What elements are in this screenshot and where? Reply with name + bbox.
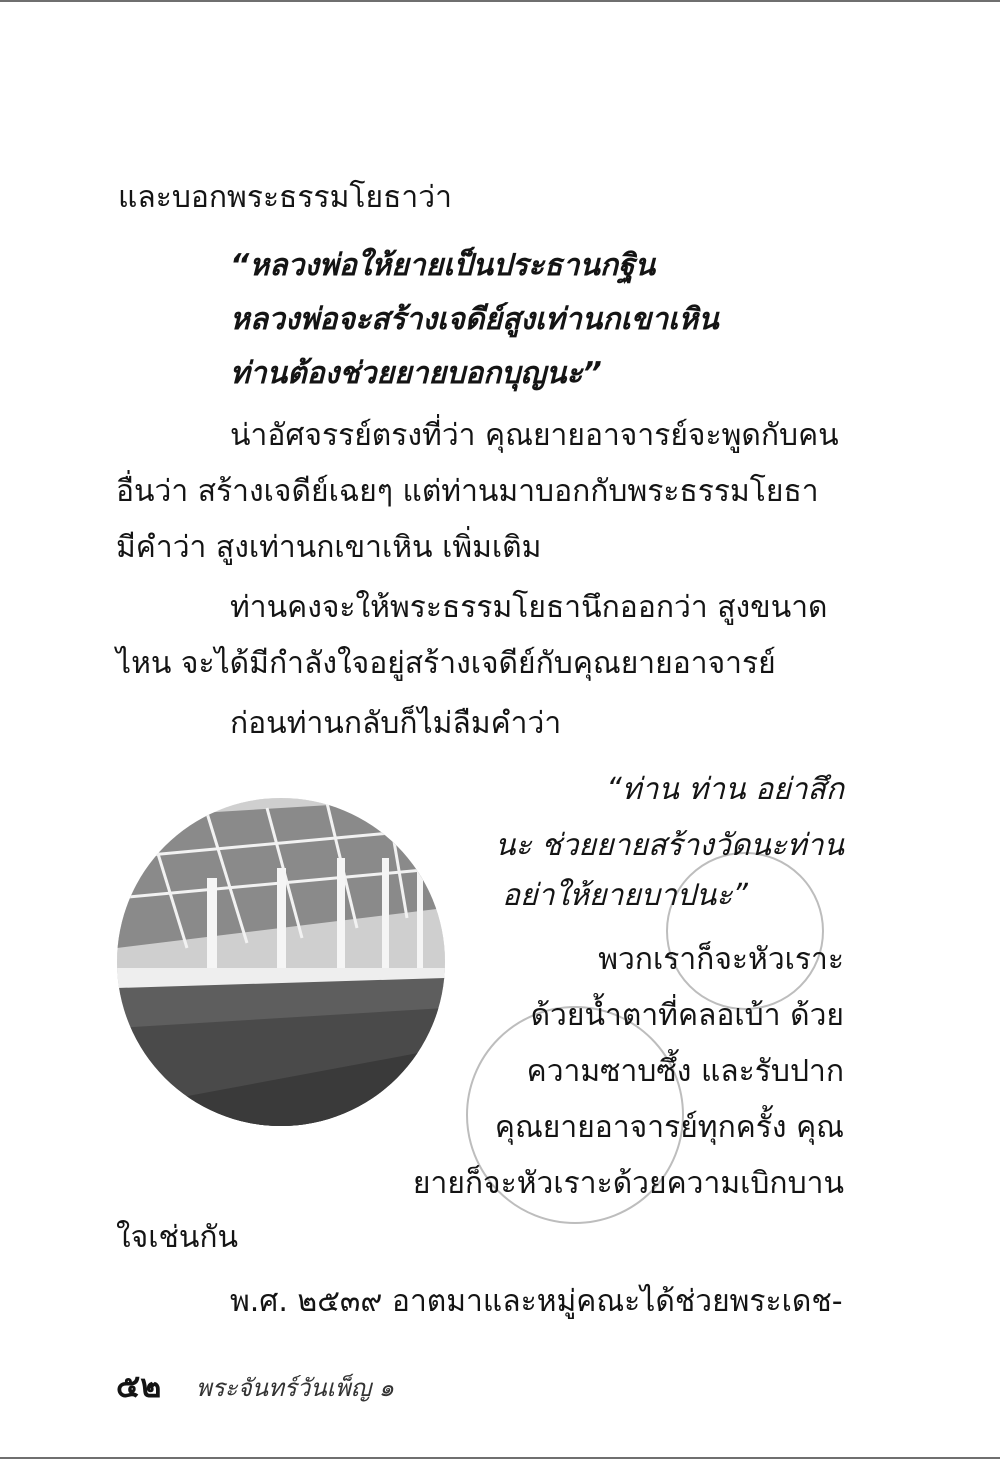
text-line: อื่นว่า สร้างเจดีย์เฉยๆ แต่ท่านมาบอกกับพระธรรมโยธา bbox=[116, 474, 819, 509]
text-line: ความซาบซึ้ง และรับปาก bbox=[526, 1054, 844, 1089]
text-line: น่าอัศจรรย์ตรงที่ว่า คุณยายอาจารย์จะพูดกับคน bbox=[230, 418, 839, 453]
text-line: ไหน จะได้มีกำลังใจอยู่สร้างเจดีย์กับคุณยายอาจารย์ bbox=[116, 646, 776, 681]
quote-line: นะ ช่วยยายสร้างวัดนะท่าน bbox=[495, 828, 844, 863]
top-rule bbox=[0, 0, 1000, 2]
quote-line: “ท่าน ท่าน อย่าสึก bbox=[606, 772, 844, 807]
text-line: พ.ศ. ๒๕๓๙ อาตมาและหมู่คณะได้ช่วยพระเดช- bbox=[230, 1284, 843, 1319]
quote-line: ท่านต้องช่วยยายบอกบุญนะ” bbox=[230, 356, 602, 391]
construction-photo bbox=[117, 798, 445, 1126]
text-line: และบอกพระธรรมโยธาว่า bbox=[118, 180, 452, 215]
text-line: คุณยายอาจารย์ทุกครั้ง คุณ bbox=[494, 1110, 844, 1145]
page-number: ๕๒ bbox=[116, 1367, 162, 1405]
bottom-rule bbox=[0, 1457, 1000, 1459]
book-title: พระจันทร์วันเพ็ญ ๑ bbox=[196, 1374, 394, 1402]
quote-line: หลวงพ่อจะสร้างเจดีย์สูงเท่านกเขาเหิน bbox=[230, 302, 719, 337]
text-line: ใจเช่นกัน bbox=[116, 1220, 239, 1255]
text-line: มีคำว่า สูงเท่านกเขาเหิน เพิ่มเติม bbox=[116, 530, 542, 565]
text-line: ก่อนท่านกลับก็ไม่ลืมคำว่า bbox=[230, 706, 562, 741]
text-line: พวกเราก็จะหัวเราะ bbox=[598, 942, 844, 977]
text-line: ท่านคงจะให้พระธรรมโยธานึกออกว่า สูงขนาด bbox=[230, 590, 828, 625]
quote-line: “หลวงพ่อให้ยายเป็นประธานกฐิน bbox=[230, 248, 656, 283]
text-line: ยายก็จะหัวเราะด้วยความเบิกบาน bbox=[412, 1166, 844, 1201]
quote-line: อย่าให้ยายบาปนะ” bbox=[502, 878, 748, 913]
text-line: ด้วยน้ำตาที่คลอเบ้า ด้วย bbox=[530, 998, 844, 1033]
